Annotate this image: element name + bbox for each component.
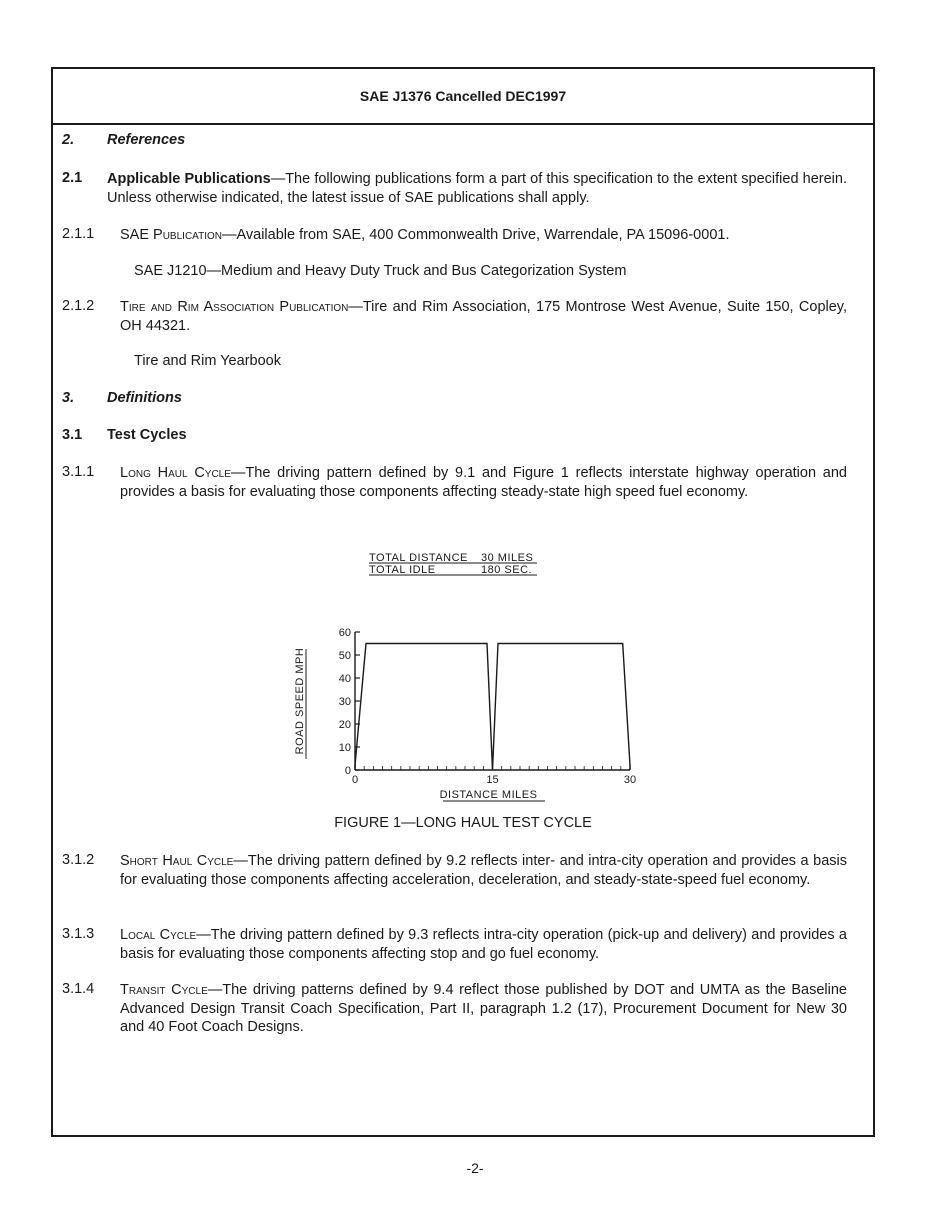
section-3-1-4-number: 3.1.4 — [62, 981, 95, 997]
x-tick-label: 0 — [351, 774, 359, 786]
x-tick-label: 30 — [623, 774, 637, 786]
y-tick-label: 10 — [338, 742, 351, 754]
section-3-1-1-paragraph — [120, 464, 847, 501]
header-title: SAE J1376 Cancelled DEC1997 — [359, 88, 567, 104]
section-2-number: 2. — [62, 132, 75, 148]
section-3-1-4-text: —The driving patterns defined by 9.4 reflect those published by DOT and UMTA as the Baseline Advanced Design Transit Coach Specification, Part II, paragraph 1.2 (17), Procurement Document for New 30 and 40 Foot Coach Designs. — [120, 982, 847, 1035]
section-3-1-1-number: 3.1.1 — [62, 464, 95, 480]
section-2-1-1-ref: SAE J1210—Medium and Heavy Duty Truck and Bus Categorization System — [134, 263, 627, 279]
section-2-1-2-number: 2.1.2 — [62, 298, 95, 314]
section-3-number: 3. — [62, 390, 75, 406]
y-tick-label: 60 — [338, 627, 351, 639]
section-3-1-title: Test Cycles — [107, 427, 187, 443]
annotation-label: TOTAL DISTANCE — [369, 552, 468, 564]
section-2-1-number: 2.1 — [62, 170, 83, 186]
document-header — [53, 69, 873, 125]
section-2-1-text: —The following publications form a part of this specification to the extent specified herein. Unless otherwise indicated, the latest issue of SAE publications shall apply. — [107, 171, 847, 206]
annotation-label: TOTAL IDLE — [369, 564, 436, 576]
y-tick-label: 40 — [338, 673, 351, 685]
section-2-1-1-text: —Available from SAE, 400 Commonwealth Drive, Warrendale, PA 15096-0001. — [221, 227, 730, 243]
figure-1-chart — [273, 534, 653, 809]
section-3-1-4-paragraph — [120, 981, 847, 1037]
section-3-1-3-title: Local Cycle — [120, 927, 197, 943]
y-tick-label: 0 — [344, 765, 351, 777]
section-3-title: Definitions — [107, 390, 182, 406]
section-3-1-3-number: 3.1.3 — [62, 926, 95, 942]
x-axis-label: DISTANCE MILES — [439, 789, 538, 801]
document-frame — [51, 67, 875, 1137]
section-3-1-1-title: Long Haul Cycle — [120, 465, 231, 481]
section-3-1-3-text: —The driving pattern defined by 9.3 reflects intra-city operation (pick-up and delivery) and provides a basis for evaluating those components affecting stop and go fuel economy. — [120, 927, 847, 962]
section-3-1-2-title: Short Haul Cycle — [120, 853, 234, 869]
section-3-1-3-paragraph — [120, 926, 847, 963]
section-2-1-2-title: Tire and Rim Association Publication — [120, 299, 349, 315]
section-2-1-1-number: 2.1.1 — [62, 226, 95, 242]
x-tick-label: 15 — [486, 774, 499, 786]
section-2-title: References — [107, 132, 186, 148]
figure-1-caption: FIGURE 1—LONG HAUL TEST CYCLE — [334, 815, 592, 831]
section-2-1-2-paragraph — [120, 298, 847, 335]
section-2-1-1-paragraph — [120, 226, 847, 245]
speed-series-line — [355, 644, 630, 771]
section-2-1-2-text: —Tire and Rim Association, 175 Montrose West Avenue, Suite 150, Copley, OH 44321. — [120, 299, 848, 334]
annotation-value: 180 SEC. — [481, 564, 533, 576]
y-tick-label: 50 — [338, 650, 351, 662]
y-tick-label: 20 — [338, 719, 351, 731]
section-2-1-2-ref: Tire and Rim Yearbook — [134, 353, 281, 369]
y-axis-label: ROAD SPEED MPH — [294, 647, 306, 755]
section-2-1-1-title: SAE Publication — [120, 227, 222, 243]
page-number: -2- — [466, 1160, 484, 1176]
annotation-value: 30 MILES — [481, 552, 534, 564]
y-tick-label: 30 — [338, 696, 351, 708]
section-3-1-number: 3.1 — [62, 427, 83, 443]
section-2-1-title: Applicable Publications — [107, 171, 271, 187]
section-3-1-1-text: —The driving pattern defined by 9.1 and Figure 1 reflects interstate highway operation and provides a basis for evaluating those components affecting steady-state high speed fuel economy. — [120, 465, 847, 500]
section-3-1-2-text: —The driving pattern defined by 9.2 reflects inter- and intra-city operation and provides a basis for evaluating those components affecting acceleration, deceleration, and steady-state-speed fuel economy. — [120, 853, 847, 888]
section-2-1-paragraph — [107, 170, 847, 207]
section-3-1-2-paragraph — [120, 852, 847, 889]
section-3-1-4-title: Transit Cycle — [120, 982, 208, 998]
section-3-1-2-number: 3.1.2 — [62, 852, 95, 868]
